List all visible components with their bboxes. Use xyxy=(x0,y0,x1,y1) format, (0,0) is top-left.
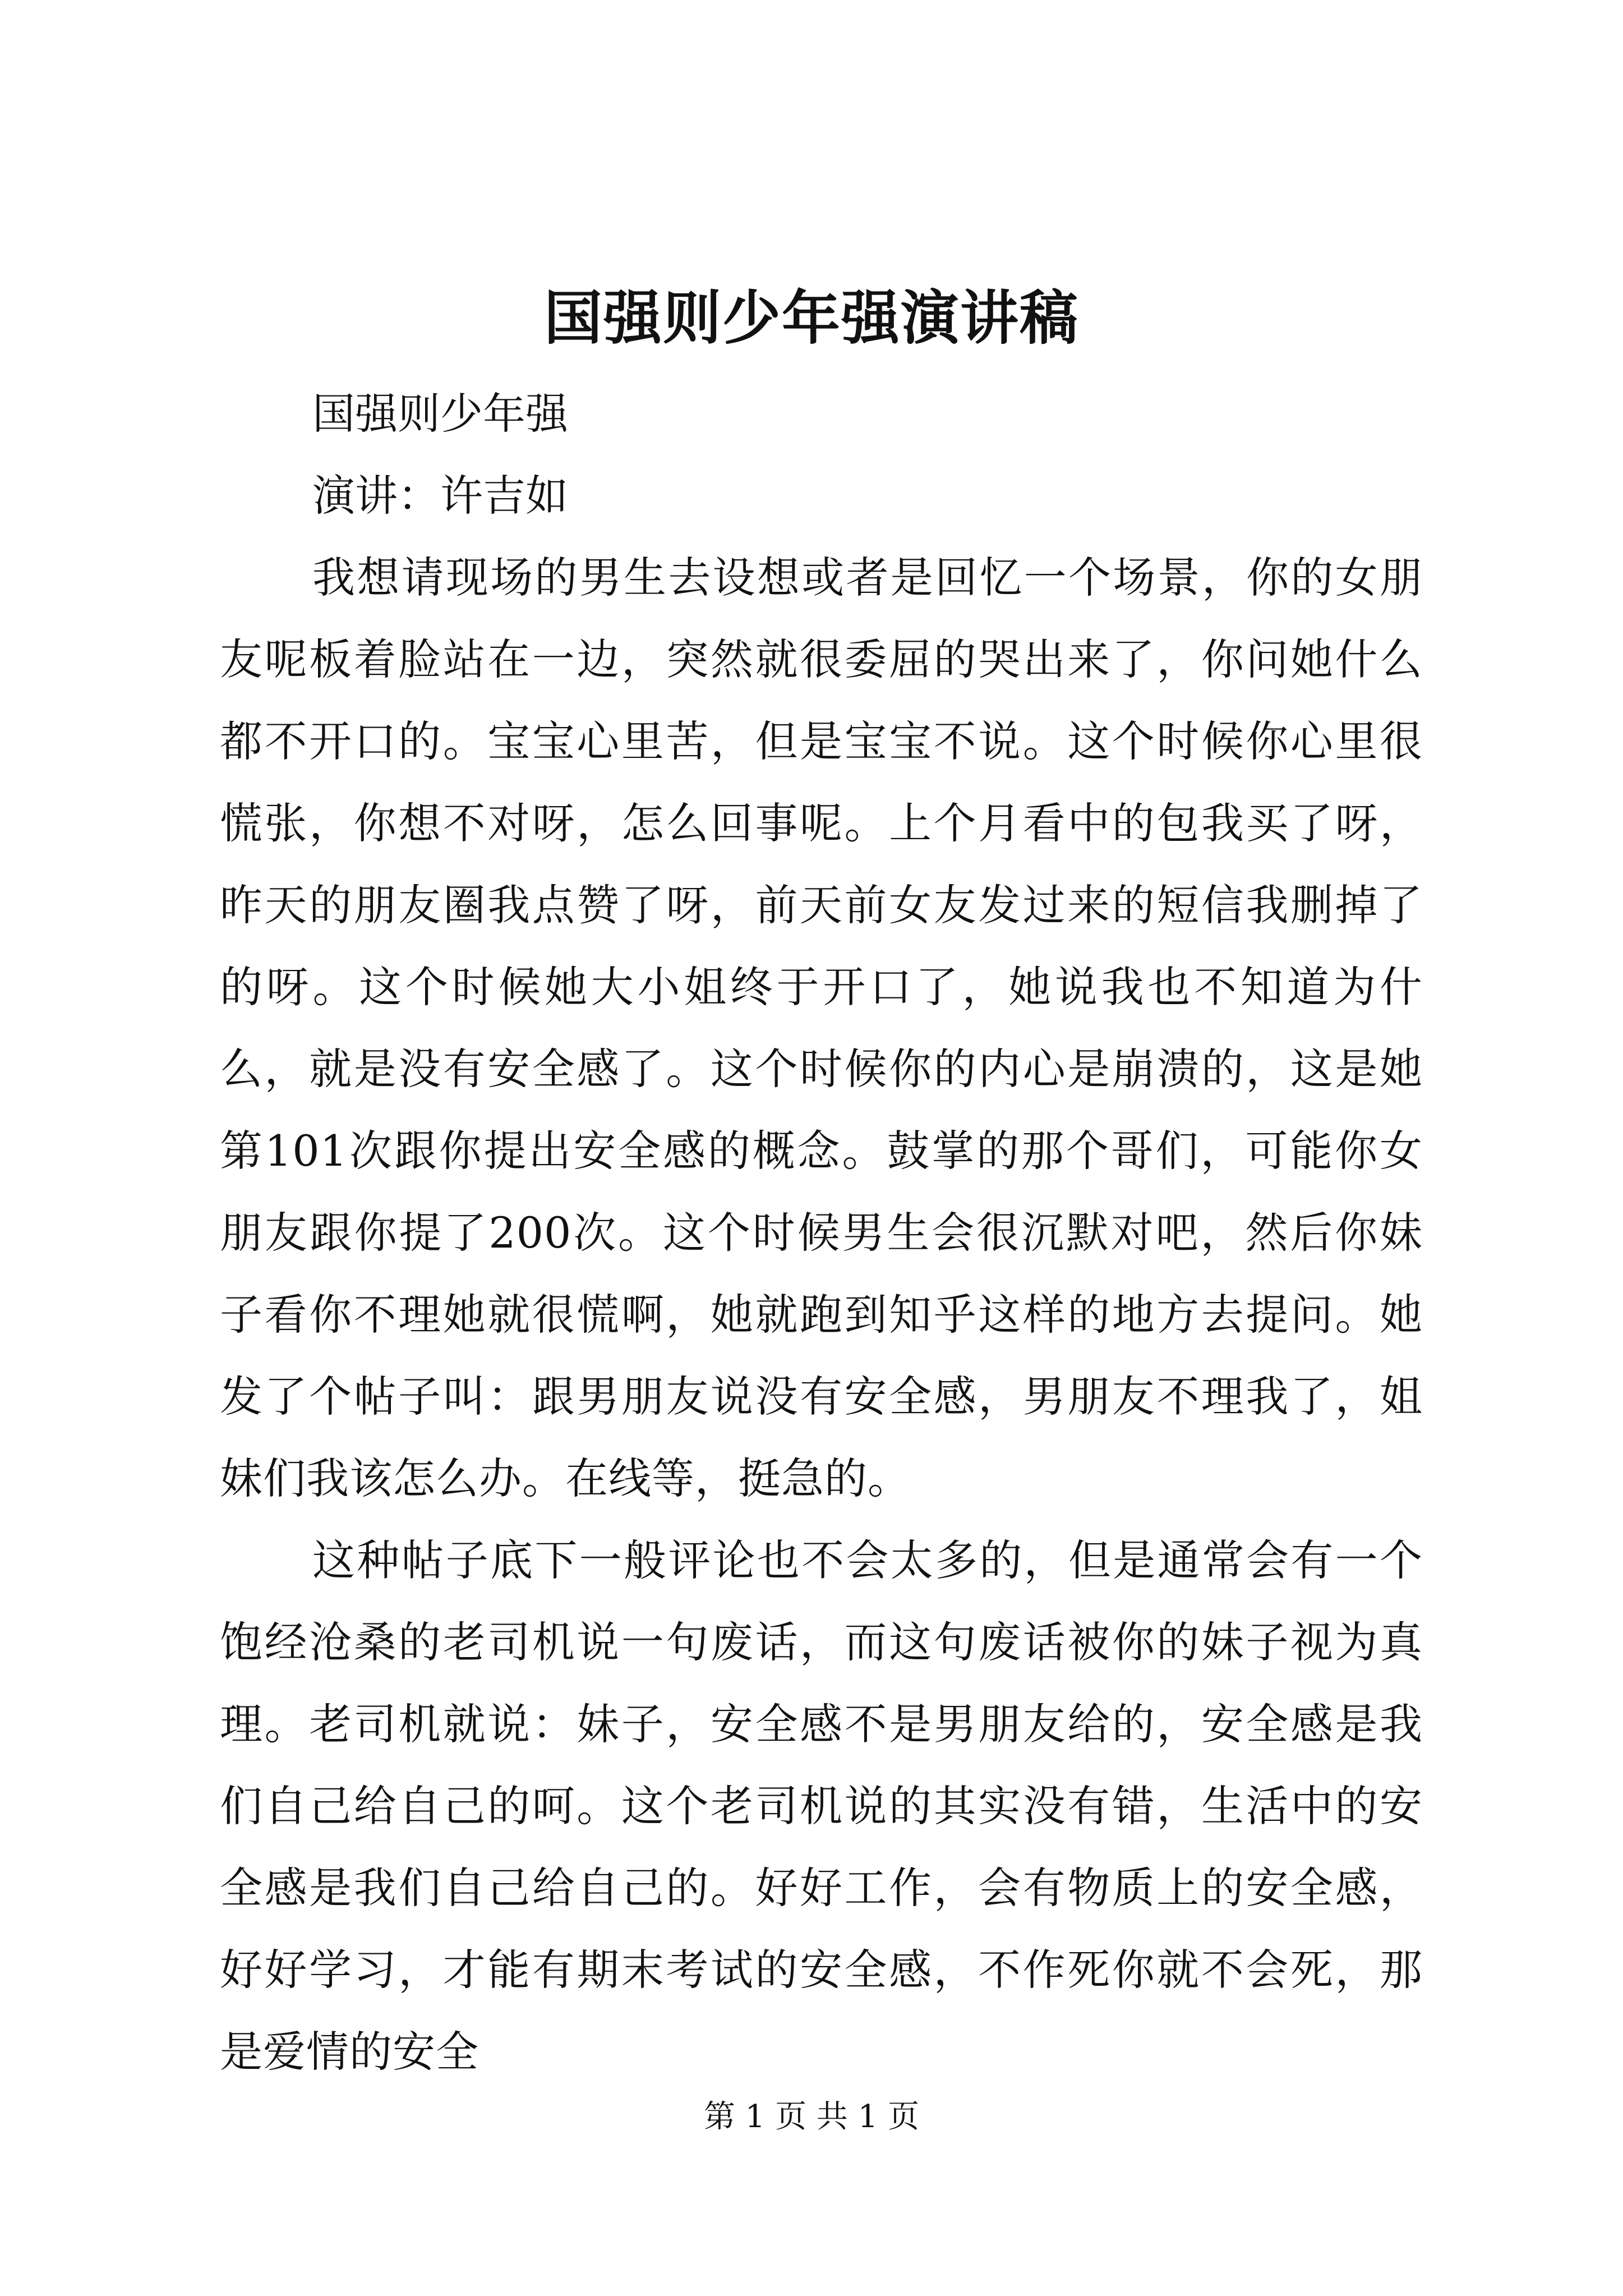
document-body xyxy=(220,373,1423,2093)
speaker-line: 演讲：许吉如 xyxy=(312,471,568,521)
document-title: 国强则少年强演讲稿 xyxy=(543,283,1079,352)
page-footer: 第 1 页 共 1 页 xyxy=(703,2099,920,2135)
speech-subtitle: 国强则少年强 xyxy=(312,389,568,439)
paragraph-1: 我想请现场的男生去设想或者是回忆一个场景，你的女朋友呢板着脸站在一边，突然就很委屈的哭出来了，你问她什么都不开口的。宝宝心里苦，但是宝宝不说。这个时候你心里很慌张，你想不对呀，怎么回事呢。上个月看中的包我买了呀，昨天的朋友圈我点赞了呀，前天前女友发过来的短信我删掉了的呀。这个时候她大小姐终于开口了，她说我也不知道为什么，就是没有安全感了。这个时候你的内心是崩溃的，这是她第101次跟你提出安全感的概念。鼓掌的那个哥们，可能你女朋友跟你提了200次。这个时候男生会很沉默对吧，然后你妹子看你不理她就很慌啊，她就跑到知乎这样的地方去提问。她发了个帖子叫：跟男朋友说没有安全感，男朋友不理我了，姐妹们我该怎么办。在线等，挺急的。 xyxy=(220,553,1423,1503)
paragraph-2: 这种帖子底下一般评论也不会太多的，但是通常会有一个饱经沧桑的老司机说一句废话，而这句废话被你的妹子视为真理。老司机就说：妹子，安全感不是男朋友给的，安全感是我们自己给自己的呵。这个老司机说的其实没有错，生活中的安全感是我们自己给自己的。好好工作，会有物质上的安全感，好好学习，才能有期末考试的安全感，不作死你就不会死，那是爱情的安全 xyxy=(220,1535,1423,2077)
